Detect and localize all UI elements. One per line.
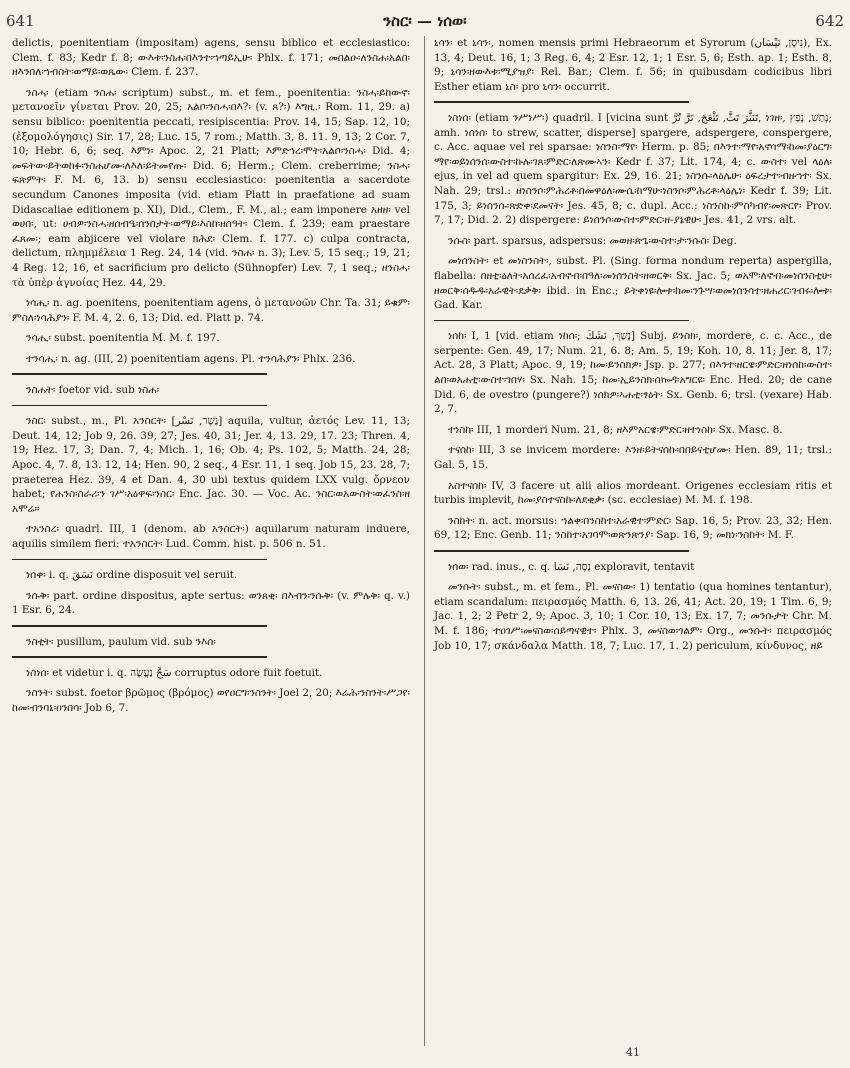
dictionary-entry: ንሱቅ፡ part. ordine dispositus, apte sertus: ወንጸቂ፡ በእብን፡ንሱቅ፡ (v. ምሉቅ፡ q. v.) 1 Esr. 6, 24.: [12, 589, 410, 617]
dictionary-entry: ንስሐት፡ foetor vid. sub ነስሐ፡: [26, 384, 160, 397]
dictionary-entry: ንስከት፡ n. act. morsus: ኀልቀ፡በንስከተ፡አራዊተ፡ምድር፡ Sap. 16, 5; Prov. 23, 32; Hen. 69, 12; Enc. Genb. 11; ንስከተ፡አገባሞ፡ወጽንጽንያ፡ Sap. 16, 9; መክነ፡ንስከት፡ M. F.: [434, 514, 832, 542]
entry-divider: [434, 101, 689, 103]
dictionary-entry: ነሳሒ፡ n. ag. poenitens, poenitentiam agens, ὁ μετανοῶν Chr. Ta. 31; ይቁም፡ምስለ፡ነሳሕያን፡ F. M. 4, 2. 6, 13; Did. ed. Platt p. 74.: [12, 297, 410, 324]
entry-divider: [12, 405, 267, 407]
dictionary-entry: ንስሓ፡ (etiam ንስሐ፡ scriptum) subst., m. et fem., poenitentia: ንስሓ፡ይከውኖ፡ μετανοεῖν γίνεται Prov. 20, 25; አልቦ፡ንስሓ፡በእ?፡ (v. ጸ?፡) እግዚ.፡ Rom. 11, 29. a) sensu biblico: poenitentia peccati, resipiscentia: Prov. 14, 15; Sap. 12, 10; (ἐξομολόγησις) Sir. 17, 28; Luc. 15, 7 rom.; Matth. 3, 8. 11. 9, 13; 2 Cor. 7, 10; Hebr. 6, 6; seq. እምነ፡ Apoc. 2, 21 Platt; እምድኅረ፡ሞት፡አልቦ፡ንስሓ፡ Did. 4; መፍትው፡ይትወከፉ፡ንስሐሆሙ፡ለእለ፡ይትመየጡ፡ Did. 6; Herm.; Clem. creberrime; ንስሓ፡ፍጽምት፡ F. M. 6, 13. b) sensu ecclesiastico: poenitentia a sacerdote secundum Canones imposita (vid. etiam Platt in praefatione ad suam Didascaliae editionem p. XI), Did., Clem., F. M., al.; eam imponere አዘዘ፡ vel ወሀበ፡, ut: ሀብዎ፡ንስሓ፡ዘሰብዔ፡ሰንበታት፡ወማይ፡እስከ፡ዘሰዓት፡ Clem. f. 239; eam praestare ፈጸመ፡; eam abjicere vel violare ክሕደ፡ Clem. f. 177. c) culpa contracta, delictum, πλημμέλεια 1 Reg. 24, 14 (vid. ንስሐ፡ n. 3); Lev. 5, 15 seq.; 19, 21; 4 Reg. 12, 16, et sacrificium pro delicto (Sühnopfer) Lev. 7, 1 seq.; ዘንስሓ፡ τὰ ὑπὲρ ἀγνοίας Hez. 44, 29.: [12, 86, 410, 289]
dictionary-entry: ነስነሰ፡ (etiam ንሥነሥ፡) quadril. I [vicina sunt تَنَثَّرَ تَثَّ, تَثْعَجَ, تَرَّ تُرَّ, ነገዘ፡, נָתַשׁ, נָפַץ; amh. ነሰነሰ፡ to strew, scatter, disperse] spargere, adspergere, conspergere, c. Acc. aquae vel rei sparsae: ነስንስ፡ማየ፡ Herm. p. 85; በእንተ፡ማየ፡አኖሳማ፡ከመ፡ያዕርግ፡ማየ፡ወይነሰንሰ፡ውስተ፡ኩሉ፡ገጸ፡ምድር፡ለጽሙኣን፡ Kedr f. 37; Lit. 174, 4; c. ውስተ፡ vel ላዕለ፡ ejus, in vel ad quem spargitur: Ex. 29, 16. 21; ነስንሱ፡ላዕሌሁ፡ ዕፍረታተ፡ብዙኀተ፡ Sx. Nah. 29; trsl.: ዘነስንሶ፡ምሕረቶ፡በመዋዕለ፡ሙሴ፡ከማሁ፡ነስንሶ፡ምሕረቶ፡ላዕሌነ፡ Kedr f. 39; Lit. 175, 3; ይነሰንሱ፡ጽድቀ፡ደመናት፡ Jes. 45, 8; c. dupl. Acc.: ነስንስኩ፡ምስካብየ፡መጽርየ፡ Prov. 7, 17; Did. 2. 2) dispergere: ይነሰንሶ፡ውስተ፡ምድር፡ዘ-ያኔዊሁ፡ Jes. 41, 2 vrs. alt.: [434, 111, 832, 227]
signature-mark: 41: [626, 1046, 640, 1059]
entry-divider: [434, 320, 689, 322]
right-column: [434, 36, 832, 659]
dictionary-entry: ንስር፡ subst., m., Pl. አንስርት፡ [נֶשֶׁר, نَسْر] aquila, vultur, ἀετός Lev. 11, 13; Deut. 14, 12; Job 9, 26. 39, 27; Jes. 40, 31; Jer. 4, 13. 29, 17. 23; Thren. 4, 19; Hez. 17, 3; Dan. 7, 4; Mich. 1, 16; Ob. 4; Ps. 102, 5; Matth. 24, 28; Apoc. 4, 7. 8, 13. 12, 14; Hen. 90, 2 seq., 4 Esr. 11, 1 seq. Job 15, 23. 28, 7; praeterea Hez. 39, 4 et Dan. 4, 30 ubi textus quidem LXX vulg. ὄρνεον habet; የሐንስ፡ስራሪ፡ን ገሥ፡አዕዋፍ፡ንስር፡ Enc. Jac. 30. — Voc. Ac. ንስር፡ወአውስት፡ወፈንስ፡ዘ አሞሬ።: [12, 415, 410, 515]
dictionary-entry: ንሳሒ፡ subst. poenitentia M. M. f. 197.: [26, 332, 220, 345]
dictionary-entry: delictis, poenitentiam (impositam) agens, sensu biblico et ecclesiastico: Clem. f. 83; Kedr f. 8; ውእቱ፡ንስሐ፡በእንተ፡ኀጣይኢሁ፡ Phlx. f. 171; መበልዑ፡ለንስሐ፡አልበ፡ዘእንበለ፡ኀብስት፡ወማይ፡ወጼው፡ Clem. f. 237.: [12, 37, 410, 79]
entry-divider: [434, 550, 689, 552]
dictionary-entry: ተአንስረ፡ quadrl. III, 1 (denom. ab አንስርት፡) aquilarum naturam induere, aquilis similem fieri: ተአንስርት፡ Lud. Comm. hist. p. 506 n. 51.: [12, 523, 410, 550]
dictionary-entry: ተንሳሒ፡ n. ag. (III, 2) poenitentiam agens. Pl. ተንሳሕያን፡ Phlx. 236.: [26, 352, 356, 365]
entry-divider: [12, 656, 267, 658]
dictionary-entry: ነስነሰ፡ et videtur i. q. سَحَّ נַעֲשֶׂה corruptus odore fuit foetuit.: [26, 666, 323, 679]
dictionary-entry: ንሱስ፡ part. sparsus, adspersus: መወዘ፡ጽጌ፡ውስተ፡ታ፡ንሱስ፡ Deg.: [448, 234, 737, 247]
dictionary-entry: መንሱት፡ subst., m. et fem., Pl. መናስው፡ 1) tentatio (qua homines tentantur), etiam scandalum: πειρασμός Matth. 6, 13. 26, 41; Act. 20, 19; 1 Tim. 6, 9; Jac. 1, 2; 2 Petr 2, 9; Apoc. 3, 10; 1 Cor. 10, 13; Ex. 17, 7; መንሱታት Chr. M. M. f. 186; ተዐገሥ፡መናስወ፡ሰይጣናዊተ፡ Phlx. 3, መናስወ፡ጎልም፡ Org., መንሱት፡ πειρασμός Job 10, 17; σκάνδαλα Matth. 18, 7; Luc. 17, 1. 2) periculum, κίνδυνος, ዘይ: [434, 581, 832, 652]
entry-divider: [12, 373, 267, 375]
dictionary-entry: ንስንት፡ subst. foetor βρῶμος (βρόμος) ወየዐርግ፡ንስንት፡ Joel 2, 20; እሬሕ፡ንስንት፡ሥጋየ፡ከመ፡ብንባኒ፡ዐንበሳ፡ Job 6, 7.: [12, 687, 411, 714]
entry-divider: [12, 625, 267, 627]
dictionary-entry: ነሰወ፡ rad. inus., c. q. נָסָה, نَسَا exploravit, tentavit: [448, 560, 695, 573]
dictionary-entry: መነሰንስት፡ et መነስንስት፡, subst. Pl. (Sing. forma nondum reperta) aspergilla, flabella: በዘቲ፡ዕለት፡አሰረፈ፡አብኖብ፡በዓለ፡መነሰንስት፡ዘወርቅ፡ Sx. Jac. 5; ወአሞ፡ለኖብ፡መነሰንስቲሁ፡ዘወርቅ፡ሰዱዱ፡አራዊት፡ደቃቅ፡ ibid. in Enc.; ይትቀነዩ፡ሎቱ፡ከመ፡ንጉሣ፡ወመነሰንሳተ፡ዘሐሪር፡ገብሩ፡ሎቱ፡ Gad. Kar.: [434, 255, 832, 312]
dictionary-entry: ተነስከ፡ III, 1 morderi Num. 21, 8; ዘእምአርዌ፡ምድር፡ዘተነስከ፡ Sx. Masc. 8.: [448, 423, 783, 436]
dictionary-entry: ኒሳን፡ et ኒሳን፡, nomen mensis primi Hebraeorum et Syrorum (נִיסָן, نَيْسَان), Ex. 13, 4; Deut. 16, 1; 3 Reg. 6, 4; 2 Esr. 12, 1; 1 Esr. 5, 6; Esth. ap. 1; Esth. 8, 9; ኒሳን፡ዘውእቱ፡ሚያዝያ፡ Rel. Bar.; Clem. f. 56; in quibusdam codicibus libri Esther etiam ኒስ፡ pro ኒሳን፡ occurrit.: [434, 37, 832, 93]
running-title: ንስር፡ — ነሰወ፡: [383, 12, 467, 30]
entry-divider: [12, 559, 267, 561]
dictionary-entry: ነሰከ፡ I, 1 [vid. etiam ነከሰ፡; נָשַׁךְ, نَشَكَ] Subj. ይንስክ፡, mordere, c. c. Acc., de serpente: Gen. 49, 17; Num. 21, 6. 8; Am. 5, 19; Koh. 10, 8. 11; Jer. 8, 17; Act. 28, 3 Platt; Apoc. 9, 19; ከመ፡ይንስክዎ፡ Jsp. p. 277; በእንተ፡ዘርዌ፡ምድር፡ዘነሰከ፡ውስተ፡ልበ፡ወአሐቲ፡ውስተ፡ገበሃ፡ Sx. Nah. 15; ከመ፡ኢይንስክ፡ሰኰዳ፡አግርዩ፡ Enc. Hed. 20; de cane Did. 6, de ovestro (pungere?) ነሰክዎ፡ኣሐቲ፡ፃዕት፡ Sx. Genb. 6; trsl. (vexare) Hab. 2, 7.: [434, 330, 832, 416]
dictionary-entry: አስተናሰከ፡ IV, 3 facere ut alii alios mordeant. Origenes ecclesiam ritis et turbis implevit, ከመ፡ያስተናስኩ፡ለደቂቃ፡ (sc. ecclesiae) M. M. f. 198.: [434, 479, 832, 507]
column-rule: [424, 36, 425, 1046]
page-number-right: 642: [815, 12, 844, 30]
dictionary-entry: ተናሰከ፡ III, 3 se invicem mordere: እንዘ፡ይትናሰኩ፡በበይናቲሆሙ፡ Hen. 89, 11; trsl.: Gal. 5, 15.: [434, 444, 832, 472]
page-header: [0, 0, 850, 34]
left-column: [12, 36, 410, 722]
dictionary-entry: ነሰቀ፡ i. q. نَسَقَ ordine disposuit vel seruit.: [26, 569, 238, 582]
dictionary-entry: ንስቲት፡ pusillum, paulum vid. sub ንእሰ፡: [26, 635, 216, 648]
page-number-left: 641: [6, 12, 35, 30]
